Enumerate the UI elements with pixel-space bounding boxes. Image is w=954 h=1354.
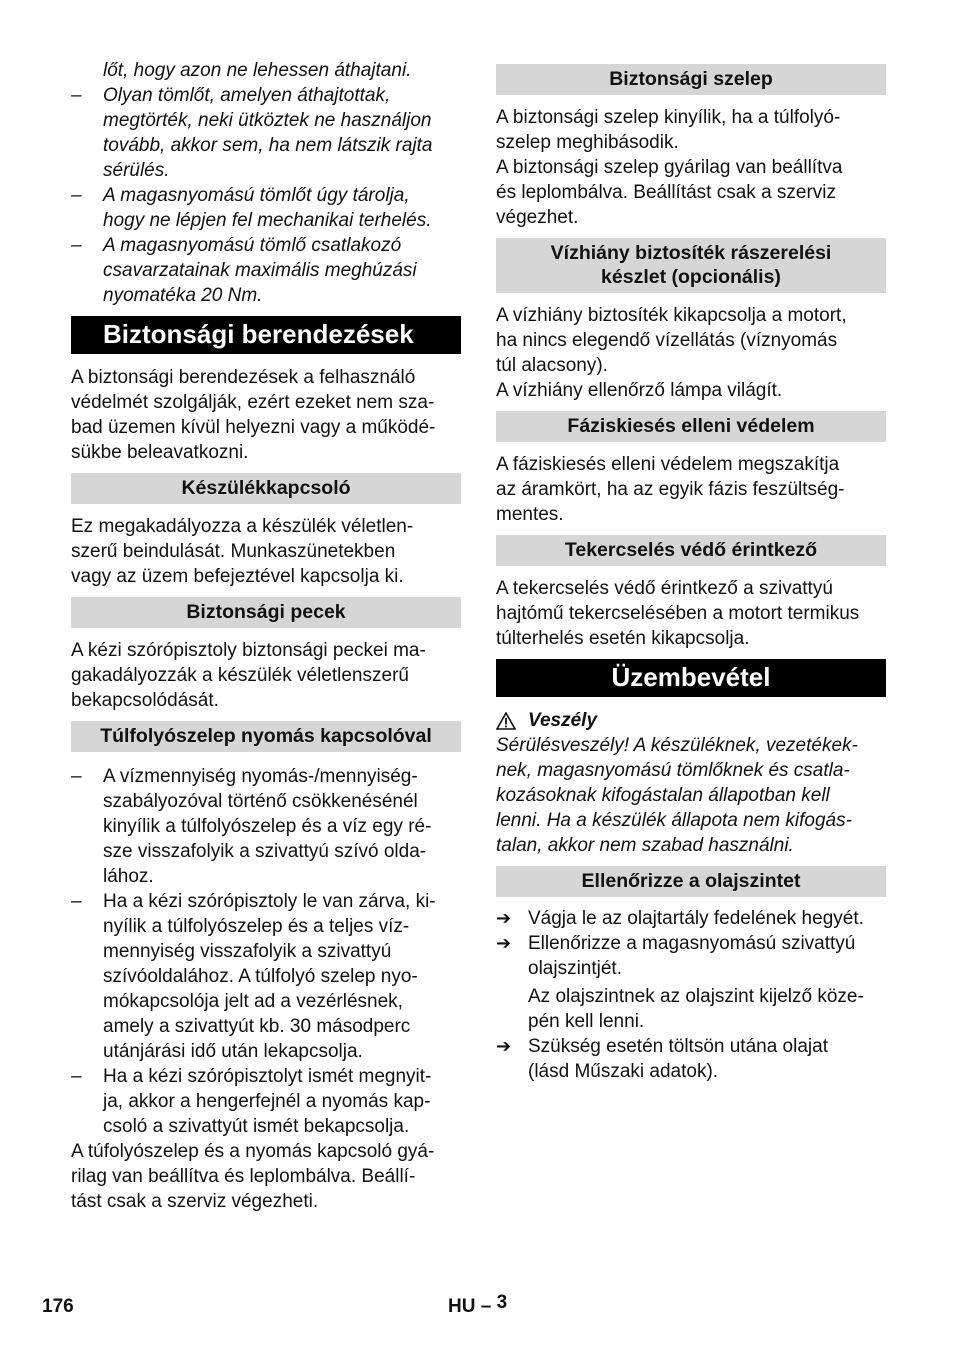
intro-line: lőt, hogy azon ne lehessen áthajtani.	[103, 60, 412, 81]
subheading-device-switch: Készülékkapcsoló	[71, 473, 461, 504]
safety-latch-text: A kézi szórópisztoly biztonsági peckei ma- gakadályozzák a készülék véletlenszerű bekapcsolódását.	[71, 640, 426, 711]
warning-triangle-icon	[496, 712, 516, 730]
subheading-safety-valve: Biztonsági szelep	[496, 64, 886, 95]
intro-item: – A magasnyomású tömlőt úgy tárolja, hogy ne lépjen fel mechanikai terhelés.	[71, 185, 432, 231]
danger-text: Sérülésveszély! A készüléknek, vezetékek- nek, magasnyomású tömlőknek és csatla- kozásoknak kifogástalan állapotban kell lenni. Ha a készülék állapota nem kifogás- talan, akkor nem szabad használni.	[496, 735, 858, 856]
heading-commissioning: Üzembevétel	[496, 659, 886, 697]
overflow-item: – A vízmennyiség nyomás-/mennyiség- szabályozóval történő csökkenésénél kinyílik a túlfolyószelep és a víz egy ré- sze visszafolyik a szivattyú szívó olda- lához.	[71, 766, 432, 887]
device-switch-text: Ez megakadályozza a készülék véletlen- szerű beindulását. Munkaszünetekben vagy az üzem befejeztével kapcsolja ki.	[71, 516, 414, 587]
danger-label: Veszély	[496, 708, 886, 733]
step-item: ➔ Ellenőrizze a magasnyomású szivattyú olajszintjét.	[496, 933, 856, 979]
arrow-icon: ➔	[496, 933, 512, 953]
footer-language: HU – 3	[448, 1292, 508, 1317]
step-item: ➔ Szükség esetén töltsön utána olajat (lásd Műszaki adatok).	[496, 1036, 828, 1082]
intro-item: – Olyan tömlőt, amelyen áthajtottak, megtörték, neki ütköztek ne használjon tovább, akkor sem, ha nem látszik rajta sérülés.	[71, 85, 433, 181]
arrow-icon: ➔	[496, 1036, 512, 1056]
step-item: ➔ Vágja le az olajtartály fedelének hegyét.	[496, 908, 864, 929]
safety-devices-text: A biztonsági berendezések a felhasználó védelmét szolgálják, ezért ezeket nem sza- bad üzemen kívül helyezni vagy a működé- sükbe beleavatkozni.	[71, 367, 436, 463]
page-number: 176	[42, 1296, 74, 1317]
subheading-overflow-valve: Túlfolyószelep nyomás kapcsolóval	[71, 721, 461, 752]
safety-valve-text: A biztonsági szelep kinyílik, ha a túlfolyó- szelep meghibásodik. A biztonsági szelep gyárilag van beállítva és leplombálva. Beállítást csak a szerviz végezhet.	[496, 107, 843, 228]
subheading-check-oil: Ellenőrizze a olajszintet	[496, 866, 886, 897]
subheading-phase-failure: Fáziskiesés elleni védelem	[496, 411, 886, 442]
arrow-icon: ➔	[496, 908, 512, 928]
right-column	[496, 64, 886, 1084]
intro-item: – A magasnyomású tömlő csatlakozó csavarzatainak maximális meghúzási nyomatéka 20 Nm.	[71, 235, 417, 306]
winding-contact-text: A tekercselés védő érintkező a szivattyú hajtómű tekercselésében a motort termikus túlterhelés esetén kikapcsolja.	[496, 578, 860, 649]
left-column	[71, 58, 461, 1214]
water-shortage-text: A vízhiány biztosíték kikapcsolja a motort, ha nincs elegendő vízellátás (víznyomás túl alacsony). A vízhiány ellenőrző lámpa világít.	[496, 305, 847, 401]
overflow-item: – Ha a kézi szórópisztoly le van zárva, ki- nyílik a túlfolyószelep és a teljes víz- mennyiség visszafolyik a szivattyú szívóoldalához. A túlfolyó szelep nyo- mókapcsolója jelt ad a vezérlésnek, amely a szivattyút kb. 30 másodperc utánjárási idő után lekapcsolja.	[71, 891, 436, 1062]
overflow-item: – Ha a kézi szórópisztolyt ismét megnyit- ja, akkor a hengerfejnél a nyomás kap- csoló a szivattyút ismét bekapcsolja.	[71, 1066, 432, 1137]
subheading-winding-contact: Tekercselés védő érintkező	[496, 535, 886, 566]
subheading-safety-latch: Biztonsági pecek	[71, 597, 461, 628]
phase-failure-text: A fáziskiesés elleni védelem megszakítja az áramkört, ha az egyik fázis feszültség- mentes.	[496, 454, 845, 525]
subheading-water-shortage-kit: Vízhiány biztosíték rászerelési készlet (opcionális)	[496, 238, 886, 293]
step-note: Az olajszintnek az olajszint kijelző köze- pén kell lenni.	[528, 986, 864, 1032]
heading-safety-devices: Biztonsági berendezések	[71, 316, 461, 354]
overflow-valve-text: A túfolyószelep és a nyomás kapcsoló gyá- rilag van beállítva és leplombálva. Beállí- tást csak a szerviz végezheti.	[71, 1141, 435, 1212]
